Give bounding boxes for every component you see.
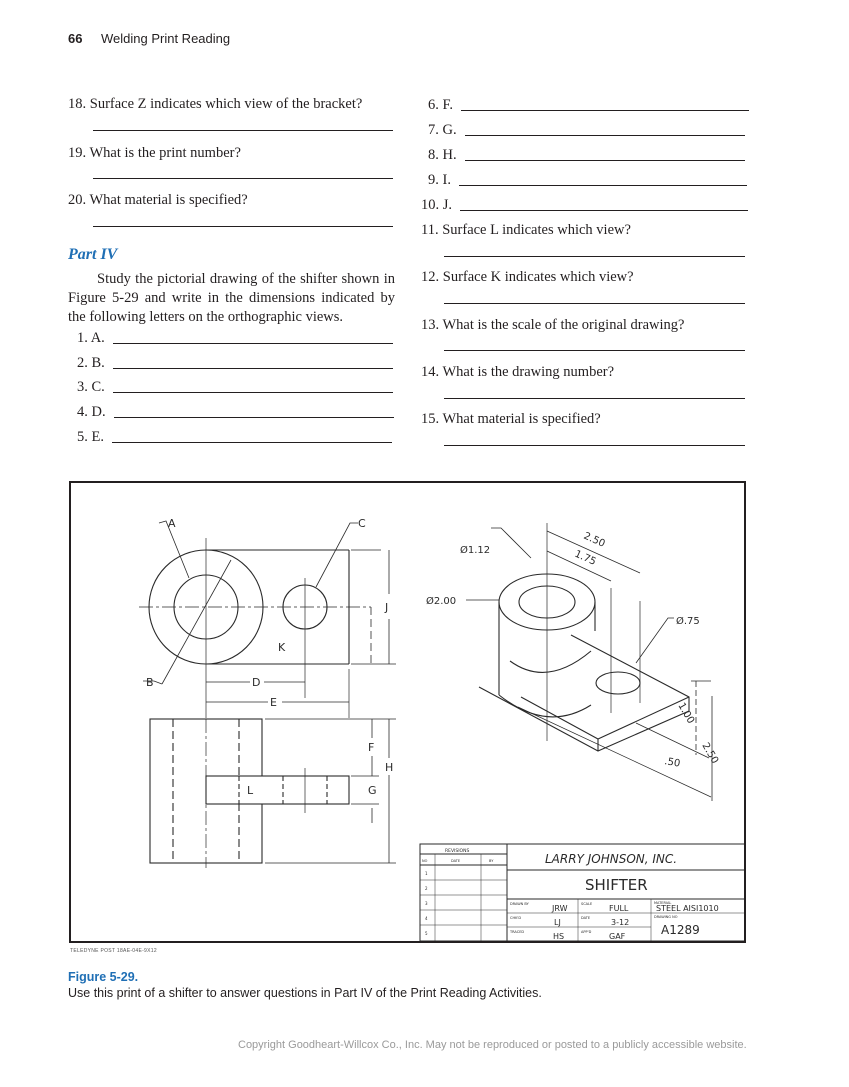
item-label: 2. B.: [77, 355, 105, 371]
drawing-no-label: DRAWING NO: [654, 915, 678, 919]
drawing-code: TELEDYNE POST 18AE-04E-9X12: [70, 948, 157, 954]
figure-label: Figure 5-29.: [68, 970, 139, 984]
label-l: L: [247, 784, 254, 797]
dim-height-250: 2.50: [699, 741, 721, 766]
shifter-drawing: [71, 483, 744, 941]
date-value: 3-12: [611, 918, 630, 927]
question-text: What is the drawing number?: [442, 364, 615, 380]
answer-line-19[interactable]: [93, 178, 393, 179]
part-title: Part IV: [68, 246, 118, 263]
question-19: [68, 145, 241, 162]
traced-label: TRACED: [510, 930, 525, 934]
page-number: 66: [68, 31, 83, 46]
question-number: 19.: [68, 145, 87, 161]
label-c: C: [358, 517, 366, 530]
scale-label: SCALE: [581, 902, 593, 906]
item-10-j: [421, 197, 748, 214]
answer-line[interactable]: [465, 160, 745, 161]
answer-line[interactable]: [114, 417, 394, 418]
rev-col-by: BY: [489, 859, 494, 863]
instructions-paragraph: [68, 270, 395, 327]
rev-row-2: 2: [425, 886, 428, 891]
dim-height-050: .50: [663, 756, 682, 770]
item-label: 8. H.: [428, 147, 457, 163]
answer-line[interactable]: [113, 392, 393, 393]
item-label: 6. F.: [428, 97, 454, 113]
dim-inner-diameter: Ø1.12: [460, 545, 491, 556]
item-9-i: [428, 172, 747, 189]
item-7-g: [428, 122, 745, 139]
label-k: K: [278, 641, 286, 654]
answer-line[interactable]: [460, 210, 748, 211]
question-text: What is the scale of the original drawing?: [442, 317, 685, 333]
material-label: MATERIAL: [654, 901, 672, 905]
copyright-notice: Copyright Goodheart-Willcox Co., Inc. May not be reproduced or posted to a publicly accessible website.: [238, 1039, 747, 1051]
scale-value: FULL: [609, 904, 629, 913]
item-5-e: [77, 429, 392, 446]
appd-value: GAF: [609, 932, 626, 941]
question-number: 14.: [421, 364, 440, 380]
rev-row-4: 4: [425, 916, 428, 921]
label-a: A: [168, 517, 176, 530]
question-18: [68, 96, 362, 113]
question-20: [68, 192, 248, 209]
answer-line[interactable]: [113, 343, 393, 344]
question-number: 11.: [421, 222, 439, 238]
drawn-by-value: JRW: [552, 904, 568, 913]
answer-line[interactable]: [465, 135, 745, 136]
dim-length-175: 1.75: [572, 548, 598, 568]
question-15: [421, 411, 601, 428]
item-label: 10. J.: [421, 197, 453, 213]
chkd-value: LJ: [554, 918, 561, 927]
instructions-text: Study the pictorial drawing of the shifter shown in Figure 5-29 and write in the dimensions indicated by the following letters on the orthographic views.: [68, 271, 395, 325]
label-d: D: [252, 676, 261, 689]
rev-col-date: DATE: [451, 859, 461, 863]
rev-row-3: 3: [425, 901, 428, 906]
date-label: DATE: [581, 916, 591, 920]
dim-height-100: 1.00: [675, 701, 697, 726]
figure-caption: Use this print of a shifter to answer questions in Part IV of the Print Reading Activities.: [68, 986, 542, 1000]
rev-row-1: 1: [425, 871, 428, 876]
question-number: 20.: [68, 192, 87, 208]
item-4-d: [77, 404, 394, 421]
question-text: Surface K indicates which view?: [442, 269, 634, 285]
label-h: H: [385, 761, 394, 774]
answer-line[interactable]: [461, 110, 749, 111]
answer-line-15[interactable]: [444, 445, 745, 446]
question-14: [421, 364, 614, 381]
dim-outer-diameter: Ø2.00: [426, 596, 457, 607]
item-label: 1. A.: [77, 330, 105, 346]
drawing-no-value: A1289: [661, 923, 700, 937]
question-number: 12.: [421, 269, 440, 285]
answer-line-20[interactable]: [93, 226, 393, 227]
item-label: 9. I.: [428, 172, 451, 188]
answer-line-11[interactable]: [444, 256, 745, 257]
question-number: 13.: [421, 317, 440, 333]
appd-label: APP'D: [581, 930, 592, 934]
question-11: [421, 222, 631, 239]
item-1-a: [77, 330, 393, 347]
label-e: E: [270, 696, 277, 709]
question-text: Surface Z indicates which view of the bracket?: [89, 96, 363, 112]
answer-line-13[interactable]: [444, 350, 745, 351]
answer-line-18[interactable]: [93, 130, 393, 131]
question-text: What material is specified?: [442, 411, 601, 427]
item-6-f: [428, 97, 749, 114]
item-2-b: [77, 355, 393, 372]
revisions-header: REVISIONS: [445, 849, 470, 854]
label-f: F: [368, 741, 375, 754]
question-text: What is the print number?: [89, 145, 241, 161]
chkd-label: CHK'D: [510, 916, 522, 920]
label-j: J: [385, 601, 389, 614]
item-label: 3. C.: [77, 379, 105, 395]
traced-value: HS: [553, 932, 565, 941]
question-12: [421, 269, 634, 286]
item-label: 5. E.: [77, 429, 104, 445]
question-13: [421, 317, 684, 334]
answer-line-14[interactable]: [444, 398, 745, 399]
book-title: Welding Print Reading: [101, 31, 231, 46]
item-3-c: [77, 379, 393, 396]
rev-row-5: 5: [425, 931, 428, 936]
rev-col-no: NO: [422, 859, 428, 863]
dim-hole-diameter: Ø.75: [676, 616, 700, 627]
question-text: Surface L indicates which view?: [442, 222, 631, 238]
dim-length-250: 2.50: [581, 530, 607, 550]
question-number: 18.: [68, 96, 87, 112]
item-8-h: [428, 147, 745, 164]
item-label: 4. D.: [77, 404, 106, 420]
answer-line-12[interactable]: [444, 303, 745, 304]
material-value: STEEL AISI1010: [656, 904, 719, 913]
answer-line[interactable]: [112, 442, 392, 443]
question-number: 15.: [421, 411, 440, 427]
label-b: B: [146, 676, 154, 689]
question-text: What material is specified?: [89, 192, 248, 208]
drawn-by-label: DRAWN BY: [510, 902, 529, 906]
figure-5-29-drawing: [69, 481, 746, 943]
company-name: LARRY JOHNSON, INC.: [545, 852, 678, 866]
item-label: 7. G.: [428, 122, 457, 138]
part-name: SHIFTER: [585, 876, 648, 894]
answer-line[interactable]: [113, 368, 393, 369]
label-g: G: [368, 784, 377, 797]
answer-line[interactable]: [459, 185, 747, 186]
